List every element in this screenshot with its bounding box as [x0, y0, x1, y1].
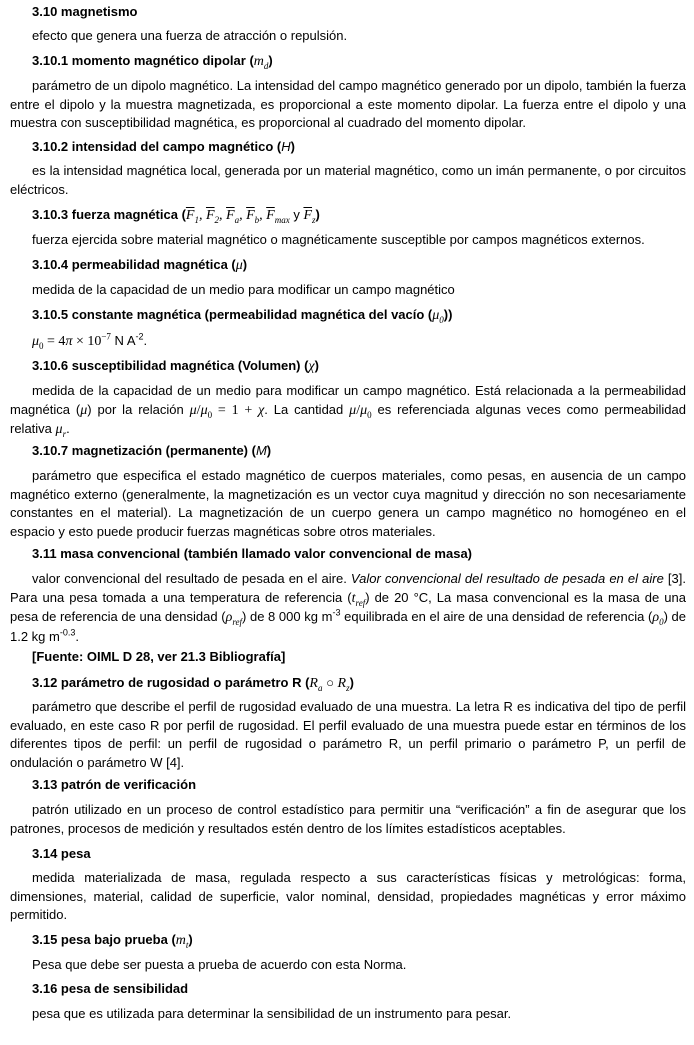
heading-close: ) — [290, 139, 295, 154]
heading-3-16: 3.16 pesa de sensibilidad — [32, 981, 189, 996]
heading-3-14: 3.14 pesa — [32, 846, 91, 861]
formula-relation: $\mu/\mu_0 = 1 + \chi$ — [189, 402, 265, 420]
heading-close: ) — [314, 358, 319, 373]
definition-3-10-2: es la intensidad magnética local, generada por un material magnético, como un imán permanente, o por circuitos eléctricos. — [10, 163, 686, 197]
symbol-rz: $R_z$ — [337, 676, 350, 693]
heading-3-10-7 — [32, 442, 686, 461]
heading-close: ) — [266, 443, 272, 458]
def-part: ) de 8 000 kg m — [241, 609, 333, 624]
def-part: ) de 1.2 kg m — [10, 609, 686, 644]
def-part: valor convencional del resultado de pesada en el aire. — [32, 571, 351, 586]
definition-3-14: medida materializada de masa, regulada respecto a sus características físicas y metrológicas: forma, dimensiones, material, calidad de superficie, valor nominal, densidad, propiedades magnéticas y error máximo permitido. — [10, 870, 686, 922]
heading-y: y — [289, 207, 304, 222]
definition-3-10-3: fuerza ejercida sobre material magnético o magnéticamente susceptible por campos magnéticos externos. — [32, 232, 645, 247]
heading-text: 3.10.4 permeabilidad magnética ( — [32, 257, 236, 272]
exp: -0.3 — [59, 627, 76, 638]
symbol-tref: $t_{ref}$ — [351, 590, 366, 608]
symbol-ra: $R_a$ — [309, 676, 323, 693]
heading-3-11: 3.11 masa convencional (también llamado valor convencional de masa) — [32, 546, 473, 561]
heading-close: ) — [349, 675, 354, 690]
formula-unit-exp: -2 — [135, 331, 144, 342]
heading-text: 3.12 parámetro de rugosidad o parámetro R ( — [32, 675, 310, 690]
heading-close: ) — [188, 932, 193, 947]
heading-3-10-2 — [32, 138, 686, 157]
symbol-h: H — [281, 139, 291, 154]
def-part: . La cantidad — [264, 401, 350, 417]
def-part: equilibrada en el aire de una densidad de referencia ( — [340, 609, 653, 624]
heading-3-15 — [32, 931, 686, 951]
heading-close: ) — [242, 257, 248, 272]
symbol-rho0: $\rho_0$ — [652, 610, 664, 627]
definition-3-15: Pesa que debe ser puesta a prueba de acuerdo con esta Norma. — [32, 957, 407, 972]
heading-3-10-6 — [32, 357, 686, 377]
definition-3-12: parámetro que describe el perfil de rugosidad evaluado de una muestra. La letra R es indicativa del tipo de perfil evaluado, en este caso R por perfil de rugosidad. El perfil evaluado de una muestra puede estar en términos de los diferentes tipos de perfil: un perfil de rugosidad o parámetro R, un perfil primario o parámetro P, un perfil de ondulación o parámetro W [4]. — [10, 699, 686, 770]
def-part: ) por la relación — [87, 401, 190, 417]
definition-3-10-7: parámetro que especifica el estado magnético de cuerpos materiales, como pesas, en ausencia de un campo magnético externo (generalmente, la magnetización es un vector cuya magnitud y dirección no son necesariamente constantes en el material). La magnetización de un cuerpo genera un campo magnético no homogéneo en el espacio y esto puede producir fuerzas magnéticas sobre otros materiales. — [10, 468, 686, 539]
definition-3-11 — [10, 570, 686, 646]
symbol-mu: μ — [235, 258, 243, 273]
def-part: . — [66, 421, 70, 436]
heading-text: 3.10.1 momento magnético dipolar ( — [32, 53, 254, 68]
exp: -3 — [332, 607, 341, 618]
heading-close: )) — [443, 307, 453, 322]
heading-text: 3.10.6 susceptibilidad magnética (Volumen) ( — [32, 358, 309, 373]
definition-3-16: pesa que es utilizada para determinar la sensibilidad de un instrumento para pesar. — [32, 1006, 512, 1021]
heading-3-10: 3.10 magnetismo — [32, 4, 138, 19]
formula-end: . — [143, 333, 148, 348]
heading-text: 3.10.2 intensidad del campo magnético ( — [32, 139, 282, 154]
definition-3-10-4: medida de la capacidad de un medio para modificar un campo magnético — [32, 282, 455, 297]
formula-mu0: $\mu_0 = 4\pi \times 10^{-7}$ — [32, 331, 111, 351]
heading-text: 3.10.5 constante magnética (permeabilidad magnética del vacío ( — [32, 307, 433, 322]
heading-close: ) — [315, 207, 320, 222]
heading-text: 3.10.3 fuerza magnética ( — [32, 207, 186, 222]
symbol-forces: $\overline{F}_1$, $\overline{F}_2$, $\overline{F}_a$, $\overline{F}_b$, $\overline{F}_{max}$ — [185, 208, 290, 225]
symbol-mur: $\mu_r$ — [55, 422, 67, 439]
symbol-mu: μ — [80, 402, 88, 418]
symbol-mt: $m_t$ — [175, 933, 189, 950]
symbol-fz: $\overline{F}_z$ — [303, 208, 316, 225]
heading-text: 3.15 pesa bajo prueba ( — [32, 932, 176, 947]
def-italic: Valor convencional del resultado de pesada en el aire — [350, 571, 664, 586]
formula-ratio: $\mu/\mu_0$ — [349, 402, 372, 420]
def-part: es referenciada algunas veces como permeabilidad relativa — [10, 401, 686, 436]
def-part: ) de 20 °C, La masa convencional es la masa de una pesa de referencia de una densidad ( — [10, 589, 686, 624]
formula-unit: N A — [110, 333, 136, 348]
source-3-11: [Fuente: OIML D 28, ver 21.3 Bibliografía] — [32, 649, 286, 664]
heading-3-12 — [32, 674, 686, 694]
heading-3-10-5 — [32, 306, 686, 326]
def-part: [3]. Para una pesa tomada a una temperatura de referencia ( — [10, 571, 686, 605]
heading-3-10-1 — [32, 52, 686, 72]
heading-3-10-3 — [32, 206, 686, 226]
definition-3-13: patrón utilizado en un proceso de control estadístico para permitir una “verificación” a fin de asegurar que los patrones, procesos de medición y resultados estén dentro de los límites estadísticos aceptables. — [10, 802, 686, 836]
symbol-chi: χ — [308, 359, 315, 374]
symbol-m: M — [255, 443, 267, 458]
definition-3-10: efecto que genera una fuerza de atracción o repulsión. — [32, 28, 348, 43]
symbol-mu0: $\mu_0$ — [432, 308, 444, 325]
heading-text: 3.10.7 magnetización (permanente) ( — [32, 443, 256, 458]
definition-3-10-1: parámetro de un dipolo magnético. La intensidad del campo magnético generado por un dipolo, también la fuerza entre el dipolo y la muestra magnetizada, es proporcional a este momento dipolar. La fuerza entre el dipolo y una muestra con susceptibilidad magnética, es proporcional al cuadrado del momento dipolar. — [10, 78, 686, 130]
formula-3-10-5 — [32, 332, 686, 352]
heading-3-13: 3.13 patrón de verificación — [32, 777, 197, 792]
heading-3-10-4 — [32, 256, 686, 276]
heading-close: ) — [268, 53, 273, 68]
def-part: medida de la capacidad de un medio para modificar un campo magnético. Está relacionada a la permeabilidad magnética ( — [10, 383, 686, 417]
symbol-md: $m_d$ — [253, 54, 269, 71]
definition-3-10-6 — [10, 382, 686, 440]
def-part: . — [75, 628, 79, 644]
symbol-rhoref: $\rho_{ref}$ — [225, 610, 242, 627]
heading-sep: ○ — [322, 675, 338, 690]
